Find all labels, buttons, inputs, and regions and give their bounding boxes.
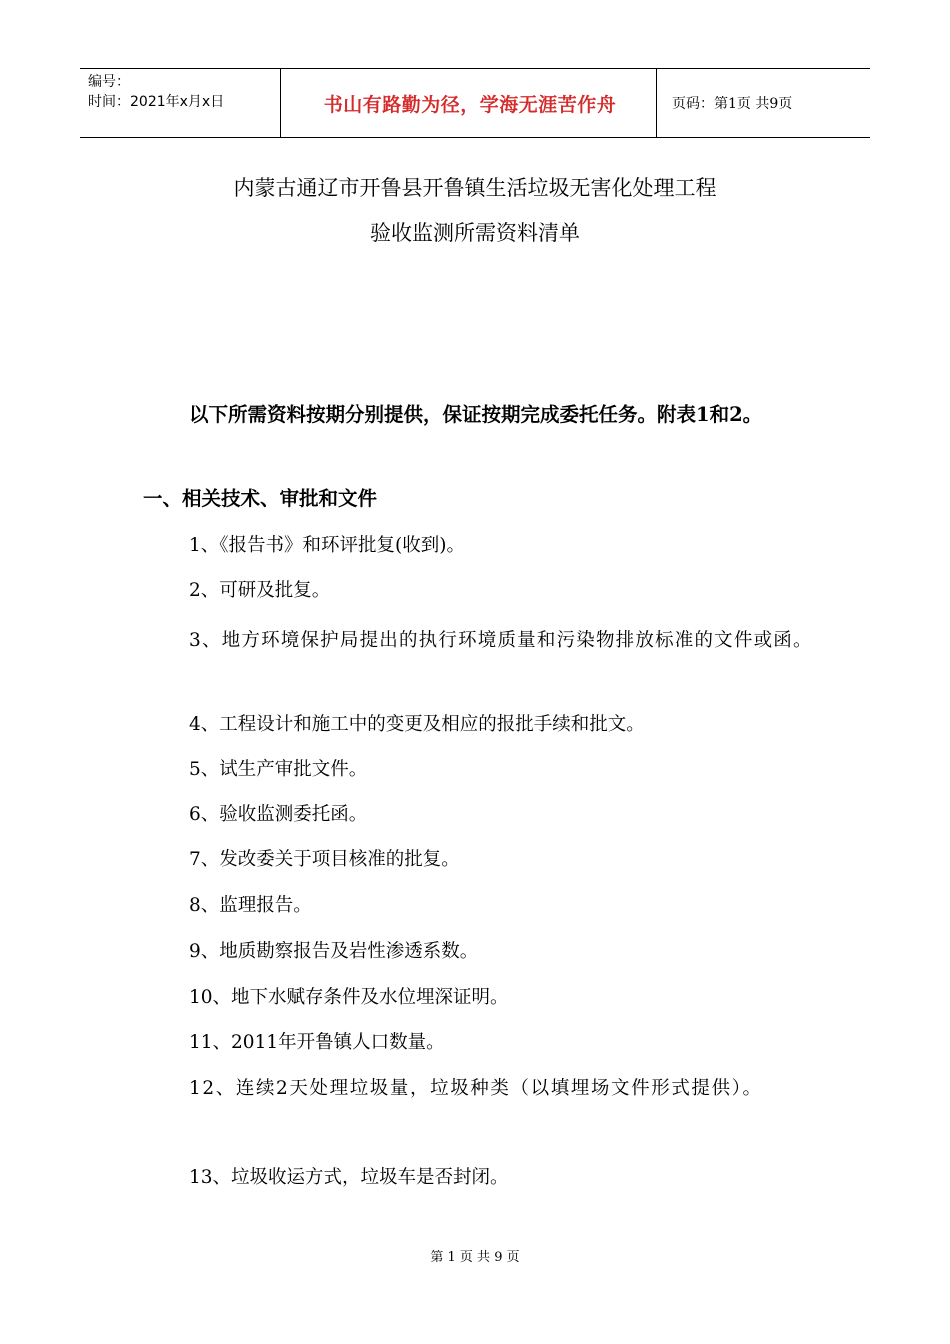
list-item: 12、连续2天处理垃圾量，垃圾种类（以填埋场文件形式提供）。 [189,1078,763,1099]
header-page-info: 页码：第1页 共9页 [672,96,793,112]
list-item: 7、发改委关于项目核准的批复。 [189,849,460,870]
list-item: 1、《报告书》和环评批复(收到)。 [189,535,465,556]
header-table [80,68,870,138]
list-item: 3、地方环境保护局提出的执行环境质量和污染物排放标准的文件或函。 [189,630,813,651]
page-footer: 第 1 页 共 9 页 [430,1250,520,1265]
header-divider [656,69,657,137]
header-motto: 书山有路勤为径，学海无涯苦作舟 [323,93,617,116]
section-heading: 一、相关技术、审批和文件 [143,487,378,510]
list-item: 8、监理报告。 [189,895,312,916]
header-divider [280,69,281,137]
list-item: 11、2011年开鲁镇人口数量。 [189,1032,445,1053]
list-item: 4、工程设计和施工中的变更及相应的报批手续和批文。 [189,714,645,735]
list-item: 13、垃圾收运方式，垃圾车是否封闭。 [189,1167,509,1188]
list-item: 9、地质勘察报告及岩性渗透系数。 [189,941,479,962]
header-meta [88,72,278,112]
document-title-line1: 内蒙古通辽市开鲁县开鲁镇生活垃圾无害化处理工程 [233,176,717,200]
list-item: 2、可研及批复。 [189,580,331,601]
list-item: 5、试生产审批文件。 [189,759,368,780]
list-item: 10、地下水赋存条件及水位埋深证明。 [189,987,509,1008]
list-item: 6、验收监测委托函。 [189,804,368,825]
document-title-line2: 验收监测所需资料清单 [370,221,580,245]
intro-paragraph: 以下所需资料按期分别提供，保证按期完成委托任务。附表1和2。 [189,403,763,426]
time-label: 时间：2021年x月x日 [88,94,225,110]
number-label: 编号： [88,74,130,90]
